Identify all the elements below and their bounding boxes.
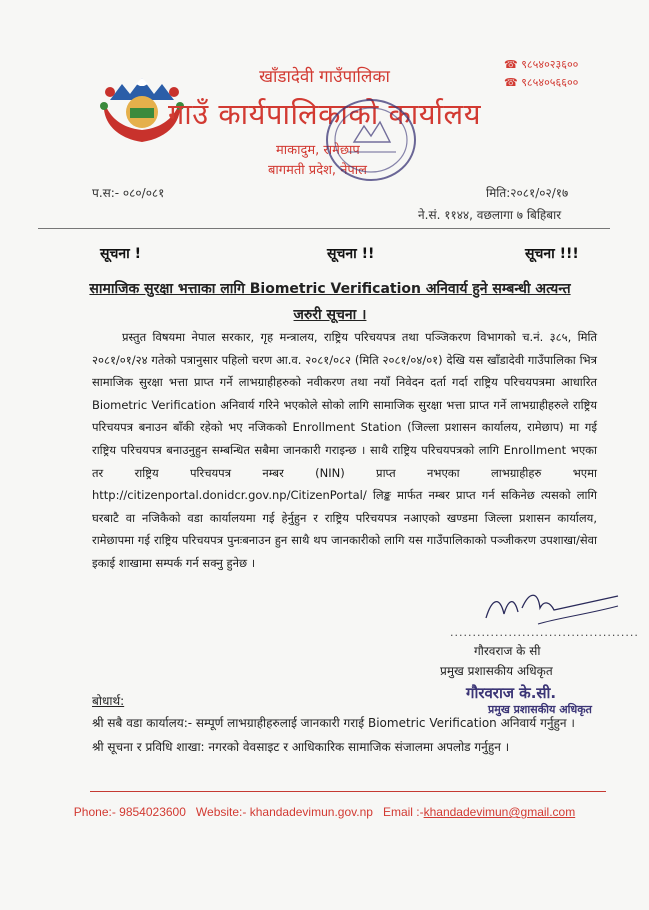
signatory-title: प्रमुख प्रशासकीय अधिकृत bbox=[440, 664, 553, 678]
notice-label: सूचना !!! bbox=[525, 246, 579, 262]
address-line-2: बागमती प्रदेश, नेपाल bbox=[268, 163, 367, 178]
office-stamp-icon bbox=[318, 90, 424, 190]
cc-heading: बोधार्थ: bbox=[92, 694, 125, 708]
footer-contact bbox=[0, 805, 649, 819]
footer-website[interactable]: Website:- khandadevimun.gov.np bbox=[195, 805, 373, 819]
subject-line-2: जरुरी सूचना । bbox=[293, 307, 367, 323]
address-line-1: माकादुम, रामेछाप bbox=[276, 143, 360, 158]
footer-email-link[interactable]: khandadevimun@gmail.com bbox=[423, 805, 576, 819]
signature-line: .......................................... bbox=[450, 626, 639, 639]
letter-date: मिति:२०८१/०२/१७ bbox=[486, 186, 569, 200]
notice-label: सूचना ! bbox=[100, 246, 142, 262]
title-stamp: प्रमुख प्रशासकीय अधिकृत bbox=[488, 703, 592, 716]
cc-item: श्री सबै वडा कार्यालय:- सम्पूर्ण लाभग्राहीहरुलाई जानकारी गराई Biometric Verification अनिवार्य गर्नुहुन । bbox=[92, 716, 575, 730]
reference-number: प.स:- ०८०/०८१ bbox=[92, 186, 165, 200]
footer-email-label: Email :- bbox=[382, 805, 424, 819]
notice-subject bbox=[80, 276, 580, 328]
footer-phone: Phone:- 9854023600 bbox=[73, 805, 186, 819]
header-divider bbox=[38, 228, 610, 229]
office-name: गाउँ कार्यपालिकाको कार्यालय bbox=[167, 97, 482, 131]
notice-body: प्रस्तुत विषयमा नेपाल सरकार, गृह मन्त्रालय, राष्ट्रिय परिचयपत्र तथा पञ्जिकरण विभागको च.नं. ३८५, मिति २०८१/०१/२४ गतेको पत्रानुसार पहिलो चरण आ.व. २०८१/०८२ (मिति २०८१/०४/०१) देखि यस खाँडादेवी गाउँपालिका भित्र सामाजिक सुरक्षा भत्ता प्राप्त गर्ने लाभग्राहीहरुको नवीकरण तथा नयाँ निवेदन दर्ता गर्दा राष्ट्रिय परिचयपत्रमा आधारित Biometric Verification अनिवार्य गरिने भएकोले सोको लागि सामाजिक सुरक्षा भत्ता प्राप्त गर्ने लाभग्राहीहरुले राष्ट्रिय परिचयपत्र बनाउन बाँकी रहेको भए नजिकको Enrollment Station (जिल्ला प्रशासन कार्यालय, रामेछाप) मा गई राष्ट्रिय परिचयपत्र बनाउनुहुन सम्बन्धित सबैमा जानकारी गराइन्छ । साथै राष्ट्रिय परिचयपत्रको लागि Enrollment भएका तर राष्ट्रिय परिचयपत्र नम्बर (NIN) प्राप्त नभएका लाभग्राहीहरु भएमा http://citizenportal.donidcr.gov.np/CitizenPortal/ लिङ्क मार्फत नम्बर प्राप्त गर्न सकिनेछ त्यसको लागि घरबाटै वा नजिकैको वडा कार्यालयमा गई हेर्नुहुन र राष्ट्रिय परिचयपत्र नआएको खण्डमा जिल्ला प्रशासन कार्यालय, रामेछापमा गई राष्ट्रिय परिचयपत्र पुनःबनाउन हुन साथै थप जानकारीको लागि यस गाउँपालिकाको पञ्जीकरण उपशाखा/सेवा इकाई शाखामा सम्पर्क गर्न सक्नु हुनेछ । bbox=[92, 330, 597, 570]
phone-number: ☎ ९८५४०५६६०० bbox=[504, 76, 579, 89]
name-stamp: गौरवराज के.सी. bbox=[466, 684, 557, 702]
phone-numbers bbox=[504, 56, 578, 92]
phone-number: ☎ ९८५४०२३६०० bbox=[504, 58, 579, 71]
subject-line-1: सामाजिक सुरक्षा भत्ताका लागि Biometric Verification अनिवार्य हुने सम्बन्धी अत्यन्त bbox=[89, 281, 571, 297]
cc-item: श्री सूचना र प्रविधि शाखा: नगरको वेवसाइट र आधिकारिक सामाजिक संजालमा अपलोड गर्नुहुन । bbox=[92, 740, 510, 754]
nepal-samvat-date: ने.सं. ११४४, वछलागा ७ बिहिबार bbox=[418, 208, 562, 222]
signatory-name: गौरवराज के सी bbox=[474, 644, 541, 658]
notice-label: सूचना !! bbox=[327, 246, 375, 262]
municipality-name: खाँडादेवी गाउँपालिका bbox=[259, 67, 390, 87]
footer-divider bbox=[90, 791, 606, 792]
